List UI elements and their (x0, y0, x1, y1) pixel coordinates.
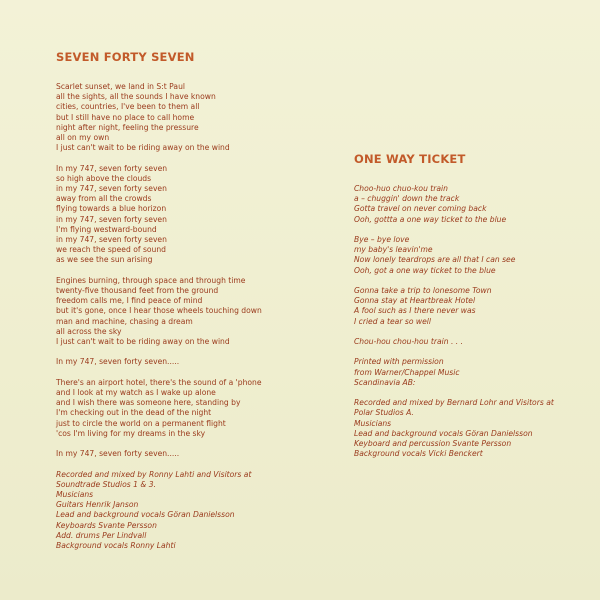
song-title-one-way-ticket: ONE WAY TICKET (354, 152, 466, 166)
lyric-line: freedom calls me, I find peace of mind (56, 296, 203, 306)
lyric-line: but I still have no place to call home (56, 112, 195, 122)
lyric-line: all the sights, all the sounds I have known (56, 92, 216, 102)
lyric-line: and I wish there was someone here, standing by (56, 398, 241, 408)
credit-line: Guitars Henrik Janson (56, 500, 139, 510)
left-column (56, 50, 346, 551)
lyric-line: 'cos I'm living for my dreams in the sky (56, 428, 206, 438)
credit-line: Keyboards Svante Persson (56, 520, 157, 530)
lyric-line: my baby's leavin'me (354, 245, 433, 255)
credit-line: Background vocals Ronny Lahti (56, 541, 176, 551)
lyric-line: Musicians (354, 418, 392, 428)
lyric-line: Bye – bye love (354, 235, 410, 244)
lyric-line: flying towards a blue horizon (56, 204, 167, 214)
lyric-line: we reach the speed of sound (56, 245, 166, 255)
lyric-line: Lead and background vocals Göran Danielsson (354, 428, 533, 438)
lyric-line: Recorded and mixed by Bernard Lohr and Visitors at (354, 398, 554, 408)
lyric-line: in my 747, seven forty seven (56, 214, 167, 224)
stanza-break (354, 276, 590, 286)
stanza-break (56, 153, 346, 163)
lyric-line: Background vocals Vicki Benckert (354, 449, 483, 459)
lyric-line: Chou-hou chou-hou train . . . (354, 337, 464, 346)
lyric-line: a – chuggin' down the track (354, 194, 460, 204)
stanza-break (56, 347, 346, 357)
stanza-break (56, 439, 346, 449)
lyric-line: all on my own (56, 133, 110, 143)
lyric-line: Keyboard and percussion Svante Persson (354, 439, 512, 448)
lyric-line: I just can't wait to be riding away on the wind (56, 337, 230, 347)
stanza-break (354, 347, 590, 357)
lyric-line: Scarlet sunset, we land in S:t Paul (56, 82, 185, 91)
stanza-break (354, 327, 590, 337)
lyric-line: and I look at my watch as I wake up alone (56, 388, 216, 398)
song-title-seven-forty-seven: SEVEN FORTY SEVEN (56, 50, 195, 64)
lyric-line: night after night, feeling the pressure (56, 122, 199, 132)
lyric-line: Ooh, got a one way ticket to the blue (354, 265, 496, 275)
lyric-line: twenty-five thousand feet from the ground (56, 286, 219, 296)
lyric-line: In my 747, seven forty seven..... (56, 449, 180, 459)
stanza-break (56, 266, 346, 276)
lyric-line: I cried a tear so well (354, 316, 431, 326)
credit-line: Recorded and mixed by Ronny Lahti and Visitors at (56, 469, 252, 479)
lyric-line: cities, countries, I've been to them all (56, 102, 200, 112)
lyric-line: but it's gone, once I hear those wheels touching down (56, 306, 262, 316)
lyric-line: from Warner/Chappel Music (354, 367, 460, 377)
credit-line: Soundtrade Studios 1 & 3. (56, 479, 156, 489)
lyric-line: I just can't wait to be riding away on the wind (56, 143, 230, 153)
lyric-line: all across the sky (56, 326, 122, 336)
credit-line: Add. drums Per Lindvall (56, 530, 147, 540)
lyric-line: Ooh, gottta a one way ticket to the blue (354, 214, 507, 224)
lyric-line: Printed with permission (354, 357, 444, 367)
lyric-line: in my 747, seven forty seven (56, 184, 167, 194)
right-column (354, 152, 590, 459)
seven-forty-seven-credits (56, 470, 346, 552)
lyric-line: Gonna stay at Heartbreak Hotel (354, 296, 476, 306)
one-way-ticket-lyrics (354, 184, 590, 459)
lyric-line: Choo-huo chuo-kou train (354, 184, 448, 193)
lyric-line: Now lonely teardrops are all that I can see (354, 255, 516, 265)
lyric-line: I'm checking out in the dead of the night (56, 408, 212, 418)
lyric-line: in my 747, seven forty seven (56, 235, 167, 245)
stanza-break (354, 225, 590, 235)
stanza-break (354, 388, 590, 398)
seven-forty-seven-lyrics (56, 82, 346, 459)
lyric-line: so high above the clouds (56, 173, 152, 183)
lyric-line: man and machine, chasing a dream (56, 316, 193, 326)
lyric-line: Gonna take a trip to lonesome Town (354, 286, 492, 295)
lyric-line: Scandinavia AB: (354, 377, 416, 387)
lyric-line: A fool such as I there never was (354, 306, 476, 316)
stanza-break (56, 368, 346, 378)
lyric-line: just to circle the world on a permanent flight (56, 418, 226, 428)
lyric-line: I'm flying westward-bound (56, 224, 157, 234)
lyric-line: Engines burning, through space and through time (56, 275, 246, 285)
lyric-line: Gotta travel on never coming back (354, 204, 487, 214)
lyric-line: In my 747, seven forty seven..... (56, 357, 180, 367)
lyric-line: as we see the sun arising (56, 255, 153, 265)
lyric-line: away from all the crowds (56, 194, 152, 204)
lyric-line: Polar Studios A. (354, 408, 414, 418)
credit-line: Lead and background vocals Göran Danielsson (56, 510, 235, 520)
credit-line: Musicians (56, 490, 94, 500)
lyric-line: In my 747, seven forty seven (56, 163, 168, 173)
lyric-line: There's an airport hotel, there's the sound of a 'phone (56, 377, 262, 387)
